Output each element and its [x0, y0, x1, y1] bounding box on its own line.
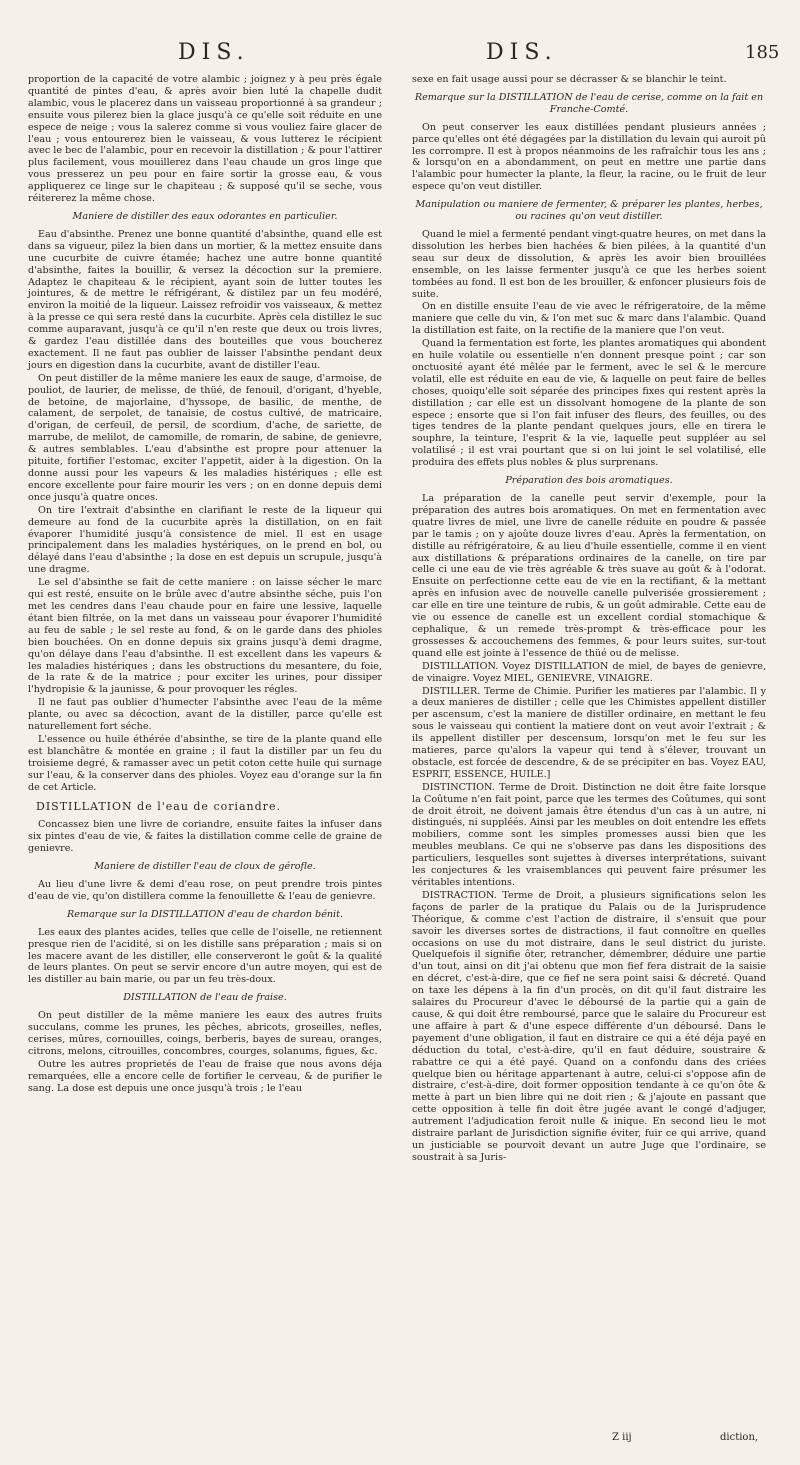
right-column: [412, 74, 766, 1165]
paragraph: Quand le miel a fermenté pendant vingt-quatre heures, on met dans la dissolution les herbes bien hachées & bien pilées, à la quantité d'un seau sur deux de dissolution, & après les avoir bien brouillées ensemble, on les laisse fermenter jusqu'à ce que les herbes soient tombées au fond. Il est bon de les brouiller, & enfoncer plusieurs fois de suite.: [412, 228, 766, 300]
paragraph: Outre les autres proprietés de l'eau de fraise que nous avons déja remarquées, elle a encore celle de fortifier le cerveau, & de purifier le sang. La dose est depuis une once jusqu'à trois ; le l'eau: [28, 1058, 382, 1094]
section-subheading: Manipulation ou maniere de fermenter, & préparer les plantes, herbes, ou racines qu'on veut distiller.: [415, 199, 763, 223]
section-subheading: Maniere de distiller des eaux odorantes en particulier.: [72, 210, 338, 222]
running-header: [0, 40, 800, 70]
paragraph: Le sel d'absinthe se fait de cette maniere : on laisse sécher le marc qui est resté, ensuite on le brûle avec d'autre absinthe séche, puis l'on met les cendres dans l'eau chaude pour en faire une lessive, laquelle étant bien filtrée, on la met dans un vaisseau pour évaporer l'humidité au feu de sable ; le sel reste au fond, & on le garde dans des phioles bien bouchées. On en donne depuis six grains jusqu'à demi dragme, qu'on délaye dans l'eau d'absinthe. Il est excellent dans les vapeurs & les maladies histériques ; dans les obstructions du mesantere, du foie, de la rate & de la matrice ; pour exciter les urines, pour dissiper l'hydropisie & la jaunisse, & pour provoquer les régles.: [28, 577, 382, 696]
paragraph: DISTRACTION. Terme de Droit, a plusieurs significations selon les façons de parler de la pratique du Palais ou de la Jurisprudence Théorique, & comme c'est l'action de distraire, il s'ensuit que pour savoir les diverses sortes de distractions, il faut connoître en quelles occasions on use du mot distraire, dans le seul district du juriste. Quelquefois il signifie ôter, retrancher, démembrer, déduire une partie d'un tout, ainsi on dit j'ai obtenu que mon fief fera distrait de la saisie en décret, c'est-à-dire, que ce fief ne sera point saisi & décreté. Quand on taxe les dépens à la fin d'un procès, on dit qu'il faut distraire les salaires du Procureur d'avec le déboursé de la partie qui a gain de cause, & qui doit être remboursé, parce que le salaire du Procureur est une affaire à part & d'une espece différente d'un déboursé. Dans le payement d'une obligation, il faut en distraire ce qui a été déja payé en déduction du total, c'est-à-dire, qu'il en faut déduire, soustraire & rabattre ce qui a été payé. Quand on a confondu dans des criées quelque bien ou héritage appartenant à autre, celui-ci s'oppose afin de distraire, c'est-à-dire, doit former opposition tendante à ce qu'on ôte & mette à part un bien libre qui ne doit rien ; & j'ajoute en passant que cette opposition à telle fin doit être jugée avant le congé d'adjuger, autrement l'adjudication feroit nulle & inique. En second lieu le mot distraire parlant de Jurisdiction signifie éviter, fuir ce qui arrive, quand un justiciable se pourvoit devant un autre Juge que l'ordinaire, se soustrait à sa Juris-: [412, 889, 766, 1163]
paragraph: On tire l'extrait d'absinthe en clarifiant le reste de la liqueur qui demeure au fond de la cucurbite après la distillation, on en fait évaporer l'humidité jusqu'à consistence de miel. Il est en usage principalement dans les maladies hystériques, on le prend en bol, ou délayé dans l'eau d'absinthe ; la dose en est depuis un scrupule, jusqu'à une dragme.: [28, 504, 382, 576]
paragraph: Au lieu d'une livre & demi d'eau rose, on peut prendre trois pintes d'eau de vie, qu'on distillera comme la fenouillette & l'eau de genievre.: [28, 879, 382, 902]
section-subheading: DISTILLATION de l'eau de fraise.: [123, 992, 287, 1004]
paragraph: L'essence ou huile éthérée d'absinthe, se tire de la plante quand elle est blanchâtre & montée en graine ; il faut la distiller par un feu du troisieme degré, & ramasser avec un petit coton cette huile qui surnage sur l'eau, & la conserver dans des phioles. Voyez eau d'orange sur la fin de cet Article.: [28, 733, 382, 793]
paragraph: Eau d'absinthe. Prenez une bonne quantité d'absinthe, quand elle est dans sa vigueur, pilez la bien dans un mortier, & la mettez ensuite dans une cucurbite de cuivre étamée; hachez une autre bonne quantité d'absinthe, faites la bouillir, & versez la décoction sur la premiere. Adaptez le chapiteau & le récipient, ayant soin de lutter toutes les jointures, & de mettre le réfrigérant, & distilez par un feu modéré, environ la moitié de la liqueur. Laissez refroidir vos vaisseaux, & mettez à la presse ce qui sera resté dans la cucurbite. Après cela distillez le suc comme auparavant, jusqu'à ce qu'il n'en reste que deux ou trois livres, & gardez l'eau distillée dans des bouteilles que vous boucherez exactement. Il ne faut pas oublier de laisser l'absinthe pendant deux jours en digestion dans la cucurbite, avant de distiller l'eau.: [28, 228, 382, 371]
section-heading: DISTILLATION de l'eau de coriandre.: [36, 800, 281, 814]
paragraph: sexe en fait usage aussi pour se décrasser & se blanchir le teint.: [412, 74, 727, 85]
paragraph: DISTILLATION. Voyez DISTILLATION de miel, de bayes de genievre, de vinaigre. Voyez MIEL, GENIEVRE, VINAIGRE.: [412, 660, 766, 684]
paragraph: DISTILLER. Terme de Chimie. Purifier les matieres par l'alambic. Il y a deux manieres de distiller ; celle que les Chimistes appellent distiller per ascensum, c'est la maniere de distiller ordinaire, en mettant le feu sous le vaisseau qui contient la matiere dont on veut avoir l'extrait ; & ils appellent distiller per descensum, lorsqu'on met le feu sur les matieres, parce qu'alors la vapeur qui tend à s'élever, trouvant un obstacle, est forcée de descendre, & de se précipiter en bas. Voyez EAU, ESPRIT, ESSENCE, HUILE.]: [412, 685, 766, 780]
left-column: [28, 74, 382, 1096]
paragraph: Quand la fermentation est forte, les plantes aromatiques qui abondent en huile volatile ou essentielle n'en donnent presque point ; car son onctuosité ayant été mêlée par le ferment, avec le sel & le mercure volatil, elle est réduite en eau de vie, & laquelle on peut faire de belles choses, quoiqu'elle soit séparée des principes fixes qui restent après la distillation ; car elle est un dissolvant homogene de la plante de son espece ; ensorte que si l'on fait infuser des fleurs, des feuilles, ou des tiges tendres de la plante pendant quelques jours, elle en tirera le souphre, la teinture, l'esprit & la vie, laquelle peut suppléer au sel volatilisé ; il est vrai pourtant que si on lui joint le sel volatilisé, elle produira des effets plus nobles & plus surprenans.: [412, 338, 766, 469]
section-subheading: Maniere de distiller l'eau de cloux de gérofle.: [94, 861, 316, 873]
paragraph: On en distille ensuite l'eau de vie avec le réfrigeratoire, de la même maniere que celle du vin, & l'on met suc & marc dans l'alambic. Quand la distillation est faite, on la rectifie de la maniere que l'on veut.: [412, 301, 766, 337]
page-number: 185: [745, 42, 780, 63]
section-subheading: Remarque sur la DISTILLATION d'eau de chardon bénit.: [66, 908, 344, 920]
paragraph: La préparation de la canelle peut servir d'exemple, pour la préparation des autres bois aromatiques. On met en fermentation avec quatre livres de miel, une livre de canelle réduite en poudre & passée par le tamis ; on y ajoûte douze livres d'eau. Après la fermentation, on distille au réfrigératoire, & au lieu d'huile essentielle, comme il en vient aux distillations & préparations ordinaires de la canelle, on tire par celle ci une eau de vie très agréable & très suave au goût & à l'odorat. Ensuite on perfectionne cette eau de vie en la rectifiant, & la mettant après en infusion avec de nouvelle canelle pulverisée grossierement ; car elle en tire une teinture de rubis, & un goût admirable. Cette eau de vie ou essence de canelle est un excellent cordial stomachique & cephalique, & un remede très-prompt & très-efficace pour les grossesses & accouchemens des femmes, & pour leurs suites, sur-tout quand elle est jointe à l'essence de thüé ou de melisse.: [412, 493, 766, 659]
section-subheading: Remarque sur la DISTILLATION de l'eau de cerise, comme on la fait en Franche-Comté.: [414, 91, 764, 115]
paragraph: Les eaux des plantes acides, telles que celle de l'oiselle, ne retiennent presque rien de l'acidité, si on les distille sans préparation ; mais si on les macere avant de les distiller, elle conserveront le goût & la qualité de leurs plantes. On peut se servir encore d'un autre moyen, qui est de les distiller au bain marie, ou par un feu très-doux.: [28, 926, 382, 986]
paragraph: On peut conserver les eaux distillées pendant plusieurs années ; parce qu'elles ont été dégagées par la distillation du levain qui auroit pû les corrompre. Il est à propos néanmoins de les rafraîchir tous les ans ; & lorsqu'on en a abondamment, on peut en mettre une partie dans l'alambic pour humecter la plante, la fleur, la racine, ou le fruit de leur espece qu'on veut distiller.: [412, 121, 766, 193]
paragraph: On peut distiller de la même maniere les eaux de sauge, d'armoise, de pouliot, de laurier, de melisse, de thüé, de fenouil, d'origant, d'hyeble, de betoine, de majorlaine, d'hyssope, de basilic, de menthe, de calament, de serpolet, de tanaisie, de costus cultivé, de matricaire, d'origan, de cerfeuil, de persil, de scordium, d'ache, de sariette, de marrube, de melilot, de camomille, de romarin, de sabine, de genievre, & autres semblables. L'eau d'absinthe est propre pour attenuer la pituite, fortifier l'estomac, exciter l'appetit, aider à la digestion. On la donne aussi pour les vapeurs & les maladies histériques ; elle est encore excellente pour faire mourir les vers ; on en donne depuis demi once jusqu'à quatre onces.: [28, 372, 382, 503]
paragraph: DISTINCTION. Terme de Droit. Distinction ne doit être faite lorsque la Coûtume n'en fait point, parce que les termes des Coûtumes, qui sont de droit étroit, ne doivent jamais être étendus d'un cas à un autre, ni distingués, ni suppléés. Ainsi par les meubles on doit entendre les effets mobiliers, comme sont les simples promesses aussi bien que les meubles meublans. Ce qui ne s'observe pas dans les dispositions des particuliers, lesquelles sont sujettes à diverses interprétations, suivant les conjectures & les vraisemblances qui peuvent faire présumer les véritables intentions.: [412, 781, 766, 888]
paragraph: On peut distiller de la même maniere les eaux des autres fruits succulans, comme les prunes, les pêches, abricots, groseilles, nefles, cerises, mûres, cornouilles, coings, berberis, bayes de sureau, oranges, citrons, melons, citrouilles, concombres, courges, solanums, figues, &c.: [28, 1010, 382, 1057]
header-left-title: DIS.: [178, 40, 250, 65]
header-right-title: DIS.: [486, 40, 558, 65]
paragraph: proportion de la capacité de votre alambic ; joignez y à peu près égale quantité de pintes d'eau, & après avoir bien luté la chapelle dudit alambic, vous le placerez dans un vaisseau proportionné à sa grandeur ; ensuite vous pilerez bien la glace jusqu'à ce qu'elle soit réduite en une espece de neige ; vous la salerez comme si vous vouliez faire glacer de l'eau ; vous entourerez bien le vaisseau, & vous lutterez le récipient avec le bec de l'alambic, pour en recevoir la distillation ; & pour l'attirer plus facilement, vous mouillerez dans l'eau chaude un gros linge que vous presserez un peu pour en faire sortir la grosse eau, & vous appliquerez ce linge sur le chapiteau ; & supposé qu'il se seche, vous réitererez la même chose.: [28, 74, 382, 205]
catchword: diction,: [720, 1432, 759, 1443]
section-subheading: Préparation des bois aromatiques.: [505, 475, 673, 487]
paragraph: Il ne faut pas oublier d'humecter l'absinthe avec l'eau de la même plante, ou avec sa décoction, avant de la distiller, parce qu'elle est naturellement fort séche.: [28, 697, 382, 733]
paragraph: Concassez bien une livre de coriandre, ensuite faites la infuser dans six pintes d'eau de vie, & faites la distillation comme celle de graine de genievre.: [28, 819, 382, 855]
signature-mark: Z iij: [612, 1432, 632, 1443]
